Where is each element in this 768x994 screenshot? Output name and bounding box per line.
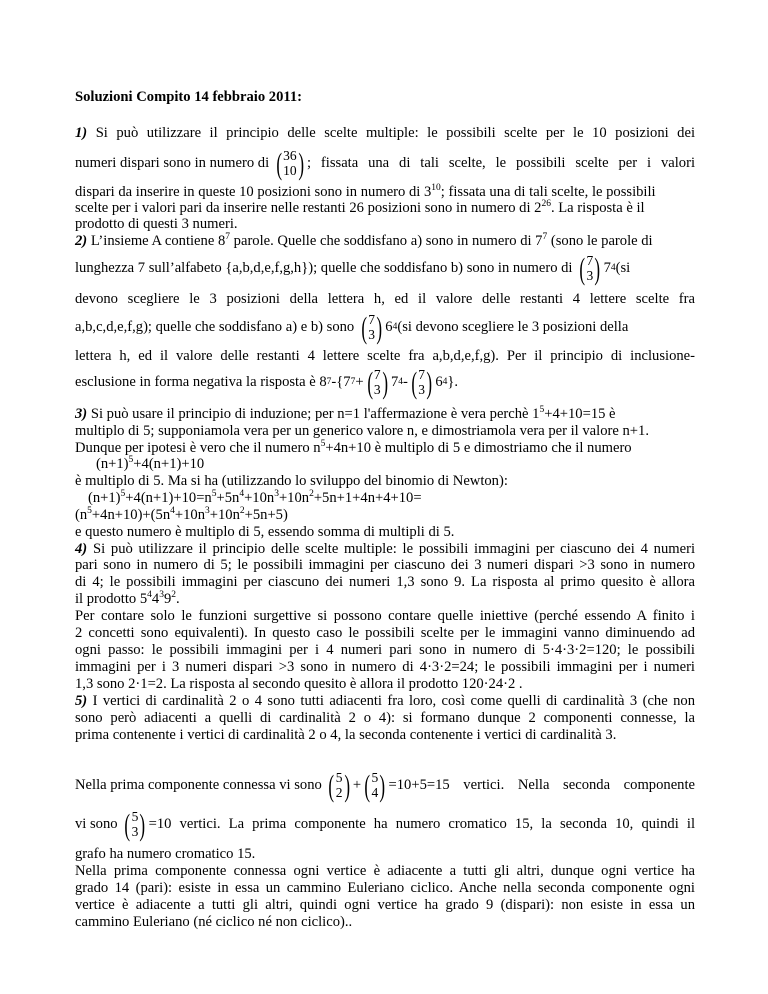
s5-text: vi sono: [75, 815, 118, 832]
s3-text: +10n: [244, 490, 275, 506]
s4-line-6: 2 concetti sono equivalenti). In questo caso le possibili scelte per le immagini vanno diminuendo ad: [75, 625, 695, 641]
binom-bottom: 3: [368, 327, 375, 342]
s2-text: lunghezza 7 sull’alfabeto {a,b,d,e,f,g,h}); quelle che soddisfano b) sono in numero di: [75, 259, 573, 276]
s3-line-7: [75, 507, 695, 524]
exponent: 5: [539, 405, 545, 415]
s2-text: a,b,c,d,e,f,g); quelle che soddisfano a) e b) sono: [75, 318, 355, 335]
s2-text: esclusione in forma negativa la risposta è 8: [75, 373, 327, 390]
s3-line-3: [75, 440, 695, 457]
s2-text: -{7: [331, 373, 351, 390]
exponent: 7: [225, 232, 231, 242]
s4-text: .: [176, 591, 180, 607]
s1-text: Si può utilizzare il principio delle scelte multiple: le possibili scelte per le 10 posizioni dei: [95, 125, 695, 141]
s5-text: =10+5=15 vertici. Nella seconda componente: [388, 776, 695, 793]
s5-line-5: [75, 806, 695, 842]
s5-line-8: grado 14 (pari): esiste in essa un cammino Euleriano ciclico. Anche nella seconda componente ogni: [75, 880, 695, 896]
s2-line-3: devono scegliere le 3 posizioni della lettera h, ed il valore delle restanti 4 lettere scelte fra: [75, 291, 695, 307]
s3-text: +10n: [174, 507, 205, 523]
binom-top: 7: [586, 253, 594, 268]
s4-line-4: [75, 591, 695, 608]
exponent: 2: [171, 590, 177, 600]
s3-line-1: [75, 406, 695, 423]
s1-line-2: [75, 145, 695, 181]
binom-top: 5: [335, 770, 343, 785]
s2-line-1: [75, 233, 695, 250]
exponent: 10: [431, 183, 441, 193]
s1-text: ; fissata una di tali scelte, le possibili: [440, 184, 656, 200]
s1-line-1: [75, 125, 695, 142]
s2-text: 6: [435, 373, 443, 390]
exponent: 4: [147, 590, 152, 600]
s2-text: L’insieme A contiene 8: [90, 233, 226, 249]
s1-line-5: prodotto di questi 3 numeri.: [75, 216, 238, 232]
page-title: Soluzioni Compito 14 febbraio 2011:: [75, 89, 303, 105]
binom-bottom: 2: [335, 785, 343, 800]
s3-line-2: multiplo di 5; supponiamola vera per un generico valore n, e dimostriamola vera per il valore n+1.: [75, 423, 649, 439]
s5-text: +: [352, 776, 362, 793]
binomial-7-3: ( 7 3 ): [361, 309, 382, 345]
s4-line-2: pari sono in numero di 5; le possibili immagini per ciascuno dei 3 numeri dispari >3 sono in numero: [75, 557, 695, 573]
s3-text: +5n+1+4n+4+10=: [313, 490, 422, 506]
exponent: 2: [309, 489, 314, 499]
binom-top: 36: [283, 148, 297, 163]
s4-text: 9: [163, 591, 172, 607]
binom-top: 7: [368, 312, 375, 327]
s1-line-4: [75, 200, 695, 217]
exponent: 5: [87, 506, 92, 516]
s1-text: numeri dispari sono in numero di: [75, 154, 270, 171]
s2-text: (si: [615, 259, 631, 276]
s3-text: Si può usare il principio di induzione; per n=1 l'affermazione è vera perchè 1: [90, 406, 540, 422]
s5-line-3: prima contenente i vertici di cardinalità 2 o 4, la seconda contenente i vertici di cardinalità 3.: [75, 727, 617, 743]
exponent: 5: [120, 489, 126, 499]
s3-line-5: è multiplo di 5. Ma si ha (utilizzando lo sviluppo del binomio di Newton):: [75, 473, 508, 489]
s4-text: Si può utilizzare il principio delle scelte multiple: le possibili immagini per ciascuno dei 4 numeri: [92, 541, 695, 557]
s2-line-5: lettera h, ed il valore delle restanti 4 lettere scelte fra a,b,d,e,f,g). Per il principio di inclusione-: [75, 348, 695, 364]
s4-line-3: di 4; le possibili immagini per ciascuno dei numeri 1,3 sono 9. La risposta al primo quesito è allora: [75, 574, 695, 590]
exponent: 2: [239, 506, 245, 516]
s3-text: +4(n+1)+10=n: [125, 490, 212, 506]
s3-text: (n: [75, 507, 88, 523]
s3-text: (n+1): [96, 456, 129, 472]
s3-line-8: e questo numero è multiplo di 5, essendo somma di multipli di 5.: [75, 524, 455, 540]
s1-number: 1): [75, 125, 88, 141]
binom-bottom: 3: [418, 382, 425, 397]
binom-top: 7: [418, 367, 425, 382]
s2-text: 7: [603, 259, 611, 276]
binomial-5-4: ( 5 4 ): [364, 767, 386, 803]
binom-top: 5: [131, 809, 139, 824]
s5-line-4: [75, 767, 695, 803]
s5-number: 5): [75, 693, 88, 709]
exponent: 5: [128, 455, 134, 465]
s5-line-1: [75, 693, 695, 710]
exponent: 3: [274, 489, 279, 499]
s2-line-4: a,b,c,d,e,f,g); quelle che soddisfano a) e b) sono ( 7 3 ) 6 4 (si devono scegliere le 3 posizioni della: [75, 309, 629, 345]
binomial-7-3: ( 7 3 ): [411, 364, 432, 400]
s4-line-8: immagini per i 3 numeri dispari >3 sono in numero di 4·3·2=24; le possibili immagini per i numeri: [75, 659, 695, 675]
s1-text: . La risposta è il: [550, 200, 645, 216]
s1-text: ; fissata una di tali scelte, le possibili scelte per i valori: [306, 154, 695, 171]
s3-text: +10n: [278, 490, 310, 506]
binom-bottom: 3: [586, 268, 594, 283]
s2-text: -: [403, 373, 408, 390]
s2-text: 7: [390, 373, 399, 390]
s2-text: (si devono scegliere le 3 posizioni della: [397, 318, 629, 335]
binom-top: 7: [373, 367, 381, 382]
s3-text: +4(n+1)+10: [133, 456, 205, 472]
s2-text: 6: [385, 318, 393, 335]
s3-number: 3): [75, 406, 88, 422]
s3-text: (n+1): [88, 490, 121, 506]
exponent: 4: [170, 506, 175, 516]
binomial-5-3: ( 5 3 ): [124, 806, 146, 842]
s3-text: +5n: [216, 490, 240, 506]
s4-text: 4: [151, 591, 160, 607]
binom-bottom: 3: [131, 824, 139, 839]
binom-bottom: 4: [371, 785, 379, 800]
exponent: 7: [542, 232, 548, 242]
s4-line-9: 1,3 sono 2·1=2. La risposta al secondo quesito è allora il prodotto 120·24·2 .: [75, 676, 523, 692]
exponent: 5: [211, 489, 217, 499]
exponent: 3: [159, 590, 164, 600]
binomial-7-3: ( 7 3 ): [366, 364, 388, 400]
s3-line-6: [88, 490, 708, 507]
s5-text: I vertici di cardinalità 2 o 4 sono tutti adiacenti fra loro, così come quelli di cardinalità 3 (che non: [92, 693, 696, 709]
s4-number: 4): [75, 541, 88, 557]
s3-text: +4n+10)+(5n: [91, 507, 171, 523]
s2-text: }.: [447, 373, 459, 390]
exponent: 3: [205, 506, 210, 516]
binom-top: 5: [371, 770, 379, 785]
binom-bottom: 3: [373, 382, 381, 397]
s5-text: =10 vertici. La prima componente ha numero cromatico 15, la seconda 10, quindi il: [148, 815, 695, 832]
s1-text: dispari da inserire in queste 10 posizioni sono in numero di 3: [75, 184, 432, 200]
s5-line-6: grafo ha numero cromatico 15.: [75, 846, 256, 862]
s4-line-7: ogni passo: le possibili immagini per i 4 numeri pari sono in numero di 5·4·3·2=120; le possibili: [75, 642, 695, 658]
exponent: 4: [239, 489, 245, 499]
s5-text: Nella prima componente connessa vi sono: [75, 776, 322, 793]
s2-text: (sono le parole di: [547, 233, 653, 249]
exponent: 26: [541, 199, 551, 209]
s2-number: 2): [75, 233, 88, 249]
s2-text: +: [355, 373, 364, 390]
binomial-5-2: ( 5 2 ): [328, 767, 350, 803]
s3-text: +5n+5): [244, 507, 288, 523]
s5-line-10: cammino Euleriano (né ciclico né non ciclico)..: [75, 914, 353, 930]
s5-line-2: sono però adiacenti a quelli di cardinalità 2 o 4): si formano dunque 2 componenti connesse, la: [75, 710, 695, 726]
s1-text: scelte per i valori pari da inserire nelle restanti 26 posizioni sono in numero di 2: [75, 200, 542, 216]
binomial-7-3: ( 7 3 ): [579, 250, 601, 286]
s3-text: +10n: [209, 507, 240, 523]
s2-line-6: esclusione in forma negativa la risposta è 8 7 -{7 7 + ( 7 3 ) 7 4 - ( 7 3 ) 6 4 }.: [75, 364, 459, 400]
s2-text: parole. Quelle che soddisfano a) sono in numero di 7: [230, 233, 543, 249]
s3-text: +4+10=15 è: [544, 406, 616, 422]
s3-text: +4n+10 è multiplo di 5 e dimostriamo che il numero: [325, 440, 632, 456]
s3-text: Dunque per ipotesi è vero che il numero n: [75, 440, 321, 456]
s4-text: il prodotto 5: [75, 591, 148, 607]
s3-line-4: [96, 456, 716, 473]
s1-line-3: [75, 184, 695, 201]
s4-line-1: [75, 541, 695, 558]
binom-bottom: 10: [283, 163, 297, 178]
s5-line-7: Nella prima componente connessa ogni vertice è adiacente a tutti gli altri, dunque ogni vertice ha: [75, 863, 695, 879]
exponent: 5: [320, 439, 326, 449]
s4-line-5: Per contare solo le funzioni surgettive si possono contare quelle iniettive (perché essendo A finito i: [75, 608, 695, 624]
s2-line-2: lunghezza 7 sull’alfabeto {a,b,d,e,f,g,h}); quelle che soddisfano b) sono in numero di ( 7 3 ) 7 4 (si: [75, 250, 631, 286]
binomial-36-10: ( 36 10 ): [276, 145, 304, 181]
s5-line-9: vertice è adiacente a tutti gli altri, quindi ogni vertice ha grado 9 (dispari): non esiste in essa un: [75, 897, 695, 913]
